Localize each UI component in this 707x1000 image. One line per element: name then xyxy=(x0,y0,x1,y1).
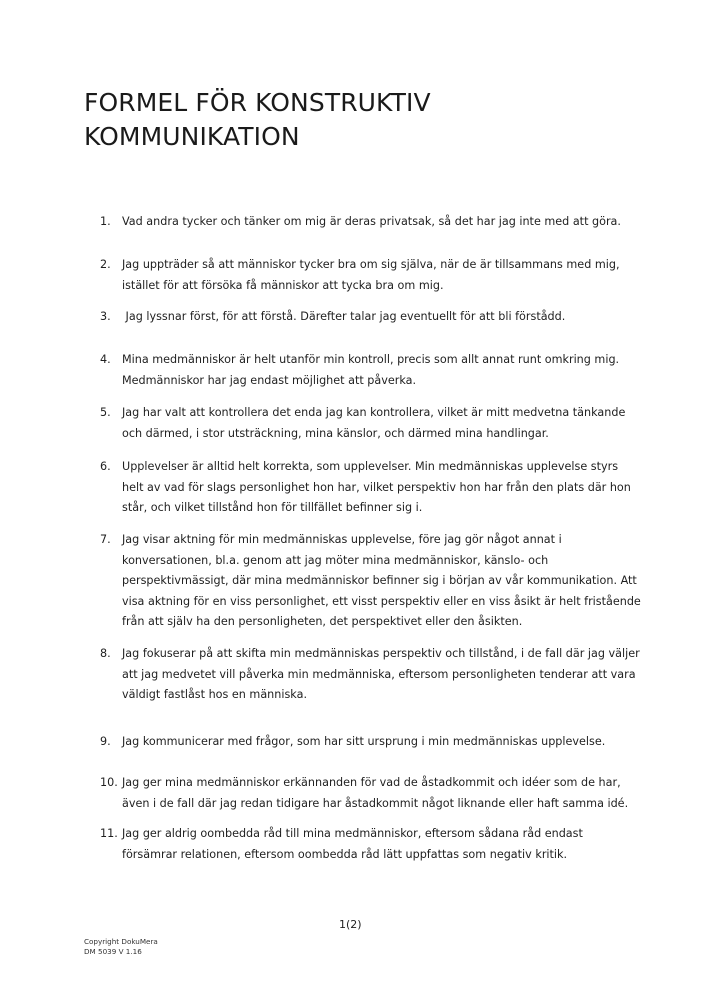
list-item-number: 9. xyxy=(100,735,111,748)
title-line-2: KOMMUNIKATION xyxy=(84,122,300,151)
list-item-line: istället för att försöka få människor att tycka bra om mig. xyxy=(122,278,444,292)
list-item-line: Jag uppträder så att människor tycker bra om sig själva, när de är tillsammans med mig, xyxy=(122,258,620,271)
list-item-line: Medmänniskor har jag endast möjlighet att påverka. xyxy=(122,373,417,387)
list-item-text xyxy=(122,255,620,296)
list-item-text xyxy=(122,307,620,328)
list-item-line: att jag medvetet vill påverka min medmänniska, eftersom personligheten tenderar att vara xyxy=(122,667,636,681)
list-item-line: Mina medmänniskor är helt utanför min kontroll, precis som allt annat runt omkring mig. xyxy=(122,353,620,366)
list-item-number: 1. xyxy=(100,215,111,228)
list-item-number: 4. xyxy=(100,353,111,366)
list-item-text xyxy=(122,530,641,633)
list-item-line: Jag fokuserar på att skifta min medmänniskas perspektiv och tillstånd, i de fall där jag väljer xyxy=(122,647,640,660)
list-item-line: visa aktning för en viss personlighet, ett visst perspektiv eller en viss åsikt är helt fristående xyxy=(122,594,641,608)
list-item-number: 5. xyxy=(100,406,111,419)
list-item xyxy=(100,403,626,444)
document-id: DM 5039 V 1.16 xyxy=(84,947,142,956)
list-item-text xyxy=(122,403,625,444)
list-item xyxy=(100,732,620,753)
title-line-1: FORMEL FÖR KONSTRUKTIV xyxy=(84,88,431,117)
list-item-line: Upplevelser är alltid helt korrekta, som upplevelser. Min medmänniskas upplevelse styrs xyxy=(122,460,619,473)
list-item xyxy=(100,307,620,328)
list-item-line: Jag ger aldrig oombedda råd till mina medmänniskor, eftersom sådana råd endast xyxy=(122,827,583,840)
copyright-text: Copyright DokuMera xyxy=(84,937,158,946)
list-item-line: står, och vilket tillstånd hon för tillfället befinner sig i. xyxy=(122,501,423,515)
list-item-line: Jag kommunicerar med frågor, som har sitt ursprung i min medmänniskas upplevelse. xyxy=(122,735,606,748)
list-item xyxy=(100,350,620,391)
list-item-number: 7. xyxy=(100,533,111,546)
list-item-line: Vad andra tycker och tänker om mig är deras privatsak, så det har jag inte med att göra. xyxy=(122,215,621,228)
page-number: 1(2) xyxy=(339,918,362,931)
list-item-number: 8. xyxy=(100,647,111,660)
list-item-text xyxy=(122,824,620,865)
list-item-text xyxy=(122,212,621,233)
list-item xyxy=(100,255,620,296)
list-item-line: konversationen, bl.a. genom att jag möter mina medmänniskor, känslo- och xyxy=(122,553,549,567)
list-item-number: 2. xyxy=(100,258,111,271)
list-item-line: Jag visar aktning för min medmänniskas upplevelse, före jag gör något annat i xyxy=(122,533,562,546)
list-item-line: från att själv ha den personligheten, det perspektivet eller den åsikten. xyxy=(122,615,523,629)
list-item xyxy=(100,457,631,519)
list-item-text xyxy=(122,773,628,814)
list-item xyxy=(100,530,641,633)
list-item-text xyxy=(122,350,620,391)
list-item-text xyxy=(122,732,620,753)
list-item xyxy=(100,773,629,814)
list-item xyxy=(100,212,620,233)
list-item-text xyxy=(122,457,631,519)
list-item-line: perspektivmässigt, där mina medmänniskor befinner sig i början av vår kommunikation. Att xyxy=(122,574,637,588)
list-item-number: 11. xyxy=(100,827,118,840)
list-item-line: Jag har valt att kontrollera det enda jag kan kontrollera, vilket är mitt medvetna tänkande xyxy=(122,406,626,419)
list-item-line: väldigt fastlåst hos en människa. xyxy=(122,688,307,702)
list-item-number: 3. xyxy=(100,310,111,323)
list-item-line: även i de fall där jag redan tidigare har åstadkommit något liknande eller haft samma idé. xyxy=(122,796,629,810)
list-item xyxy=(100,824,620,865)
list-item-number: 6. xyxy=(100,460,111,473)
list-item xyxy=(100,644,640,706)
list-item-line: Jag lyssnar först, för att förstå. Därefter talar jag eventuellt för att bli förstådd. xyxy=(122,310,566,323)
list-item-line: helt av vad för slags personlighet hon har, vilket perspektiv hon har från den plats där hon xyxy=(122,480,631,494)
list-item-line: och därmed, i stor utsträckning, mina känslor, och därmed mina handlingar. xyxy=(122,426,549,440)
list-item-line: Jag ger mina medmänniskor erkännanden för vad de åstadkommit och idéer som de har, xyxy=(122,776,621,789)
document-title xyxy=(84,86,604,154)
list-item-text xyxy=(122,644,640,706)
footer-info xyxy=(84,937,158,957)
list-item-number: 10. xyxy=(100,776,118,789)
list-item-line: försämrar relationen, eftersom oombedda råd lätt uppfattas som negativ kritik. xyxy=(122,847,568,861)
